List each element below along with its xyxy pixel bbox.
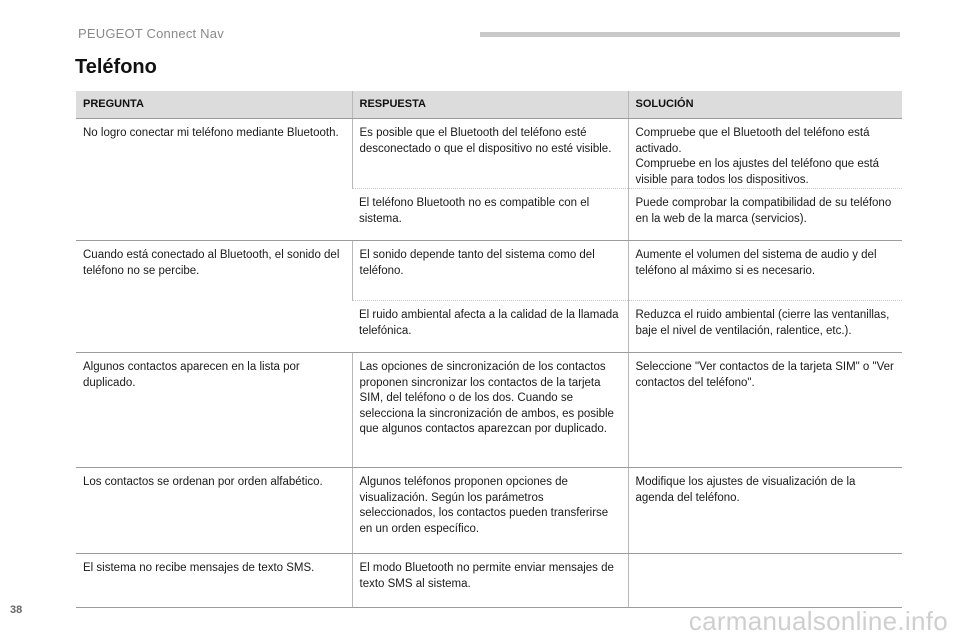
answer-cell: Algunos teléfonos proponen opciones de visualización. Según los parámetros seleccionados, los contactos pueden transferirse en un orden específico. <box>352 468 628 554</box>
answer-cell: Las opciones de sincronización de los contactos proponen sincronizar los contactos de la tarjeta SIM, del teléfono o de los dos. Cuando se selecciona la sincronización de ambos, es posible que algunos contactos aparezcan por duplicado. <box>352 353 628 468</box>
question-cell: Los contactos se ordenan por orden alfabético. <box>76 468 352 554</box>
answer-cell: El teléfono Bluetooth no es compatible con el sistema. <box>352 189 628 241</box>
page-number: 38 <box>10 604 23 616</box>
question-cell: Cuando está conectado al Bluetooth, el sonido del teléfono no se percibe. <box>76 241 352 353</box>
answer-cell: El ruido ambiental afecta a la calidad de la llamada telefónica. <box>352 301 628 353</box>
solution-cell: Modifique los ajustes de visualización de la agenda del teléfono. <box>628 468 902 554</box>
solution-cell: Reduzca el ruido ambiental (cierre las ventanillas, baje el nivel de ventilación, ralentice, etc.). <box>628 301 902 353</box>
table-row <box>76 554 902 608</box>
header-label: PEUGEOT Connect Nav <box>78 26 224 41</box>
table-row <box>76 353 902 468</box>
table-row <box>76 468 902 554</box>
question-cell: El sistema no recibe mensajes de texto SMS. <box>76 554 352 608</box>
answer-cell: El modo Bluetooth no permite enviar mensajes de texto SMS al sistema. <box>352 554 628 608</box>
solution-cell: Aumente el volumen del sistema de audio y del teléfono al máximo si es necesario. <box>628 241 902 301</box>
watermark: carmanualsonline.info <box>688 606 948 636</box>
header-question: PREGUNTA <box>76 91 352 119</box>
solution-cell: Puede comprobar la compatibilidad de su teléfono en la web de la marca (servicios). <box>628 189 902 241</box>
question-cell: Algunos contactos aparecen en la lista por duplicado. <box>76 353 352 468</box>
faq-table <box>76 91 902 608</box>
header-answer: RESPUESTA <box>352 91 628 119</box>
page-title: Teléfono <box>75 56 157 78</box>
header-solution: SOLUCIÓN <box>628 91 902 119</box>
answer-cell: Es posible que el Bluetooth del teléfono esté desconectado o que el dispositivo no esté visible. <box>352 119 628 189</box>
solution-cell <box>628 554 902 608</box>
header-rule <box>480 32 900 37</box>
table-header-row <box>76 91 902 119</box>
question-cell: No logro conectar mi teléfono mediante Bluetooth. <box>76 119 352 241</box>
answer-cell: El sonido depende tanto del sistema como del teléfono. <box>352 241 628 301</box>
table-row <box>76 119 902 189</box>
solution-cell: Seleccione "Ver contactos de la tarjeta SIM" o "Ver contactos del teléfono". <box>628 353 902 468</box>
table-row <box>76 241 902 301</box>
solution-cell: Compruebe que el Bluetooth del teléfono está activado. Compruebe en los ajustes del teléfono que está visible para todos los dispositivos. <box>628 119 902 189</box>
